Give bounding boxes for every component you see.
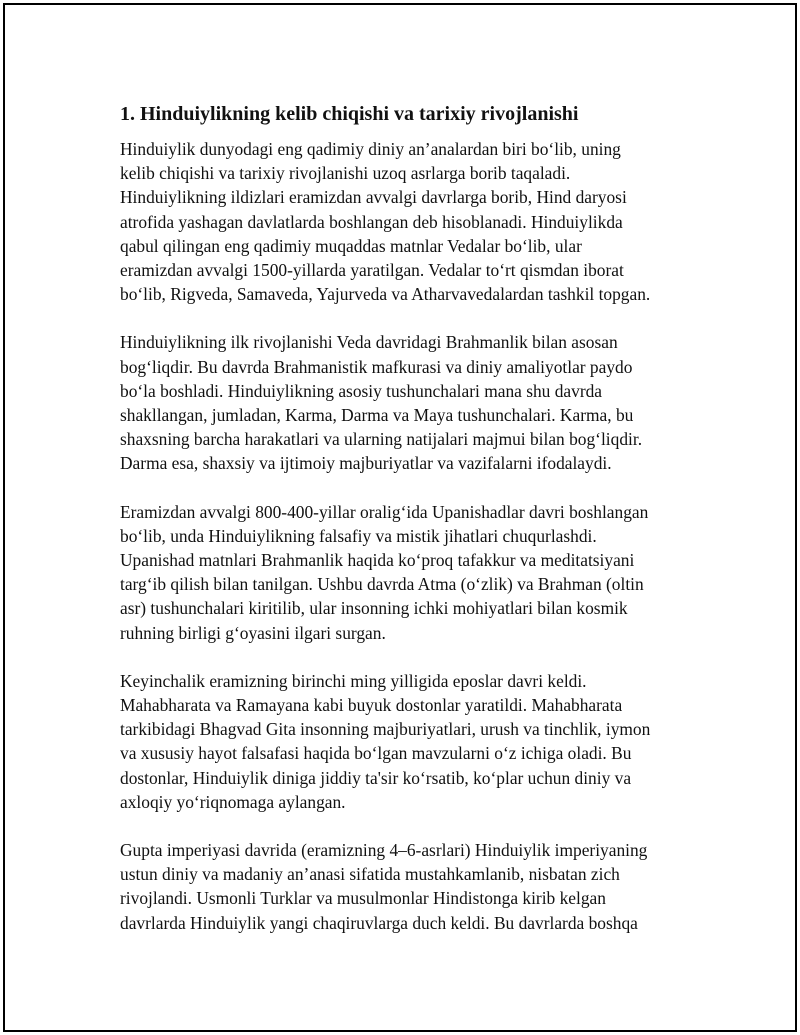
text-line: shaxsning barcha harakatlari va ularning natijalari majmui bilan bog‘liqdir. [120,429,643,450]
text-line: tarkibidagi Bhagvad Gita insonning majburiyatlari, urush va tinchlik, iymon [120,719,651,740]
text-line: bog‘liqdir. Bu davrda Brahmanistik mafkurasi va diniy amaliyotlar paydo [120,356,633,377]
text-line: bo‘la boshladi. Hinduiylikning asosiy tushunchalari mana shu davrda [120,380,603,401]
paragraph [120,330,700,475]
text-line: eramizdan avvalgi 1500-yillarda yaratilgan. Vedalar to‘rt qismdan iborat [120,260,624,281]
text-line: Hinduiylikning ilk rivojlanishi Veda davridagi Brahmanlik bilan asosan [120,332,618,353]
paragraph [120,669,700,814]
text-line: Darma esa, shaxsiy va ijtimoiy majburiyatlar va vazifalarni ifodalaydi. [120,453,612,474]
paragraph [120,838,700,935]
text-line: ruhning birligi g‘oyasini ilgari surgan. [120,622,386,643]
paragraph [120,500,700,645]
text-line: Gupta imperiyasi davrida (eramizning 4–6-asrlari) Hinduiylik imperiyaning [120,840,648,861]
text-line: qabul qilingan eng qadimiy muqaddas matnlar Vedalar bo‘lib, ular [120,235,582,256]
text-line: rivojlandi. Usmonli Turklar va musulmonlar Hindistonga kirib kelgan [120,888,606,909]
text-line: kelib chiqishi va tarixiy rivojlanishi uzoq asrlarga borib taqaladi. [120,163,571,184]
text-line: axloqiy yo‘riqnomaga aylangan. [120,791,346,812]
paragraph-container [120,137,700,935]
text-line: davrlarda Hinduiylik yangi chaqiruvlarga duch keldi. Bu davrlarda boshqa [120,912,638,933]
text-line: Mahabharata va Ramayana kabi buyuk dostonlar yaratildi. Mahabharata [120,695,623,716]
text-line: atrofida yashagan davlatlarda boshlangan deb hisoblanadi. Hinduiylikda [120,211,623,232]
page-frame [3,3,797,1032]
text-line: Hinduiylikning ildizlari eramizdan avvalgi davrlarga borib, Hind daryosi [120,187,627,208]
text-line: va xususiy hayot falsafasi haqida bo‘lgan mavzularni o‘z ichiga oladi. Bu [120,743,632,764]
paragraph [120,137,700,306]
section-heading: 1. Hinduiylikning kelib chiqishi va tarixiy rivojlanishi [120,103,579,125]
text-line: dostonlar, Hinduiylik diniga jiddiy ta'sir ko‘rsatib, ko‘plar uchun diniy va [120,767,632,788]
text-line: Keyinchalik eramizning birinchi ming yilligida eposlar davri keldi. [120,670,587,691]
text-line: Upanishad matnlari Brahmanlik haqida ko‘proq tafakkur va meditatsiyani [120,550,635,571]
text-line: shakllangan, jumladan, Karma, Darma va Maya tushunchalari. Karma, bu [120,405,634,426]
text-line: Eramizdan avvalgi 800-400-yillar oralig‘ida Upanishadlar davri boshlangan [120,501,649,522]
text-line: bo‘lib, Rigveda, Samaveda, Yajurveda va Atharvavedalardan tashkil topgan. [120,284,651,305]
text-line: targ‘ib qilish bilan tanilgan. Ushbu davrda Atma (o‘zlik) va Brahman (oltin [120,574,644,595]
text-line: bo‘lib, unda Hinduiylikning falsafiy va mistik jihatlari chuqurlashdi. [120,525,597,546]
text-line: Hinduiylik dunyodagi eng qadimiy diniy an’analardan biri bo‘lib, uning [120,139,621,159]
text-line: asr) tushunchalari kiritilib, ular insonning ichki mohiyatlari bilan kosmik [120,598,628,619]
document-body [120,101,700,959]
text-line: ustun diniy va madaniy an’anasi sifatida mustahkamlanib, nisbatan zich [120,864,620,885]
